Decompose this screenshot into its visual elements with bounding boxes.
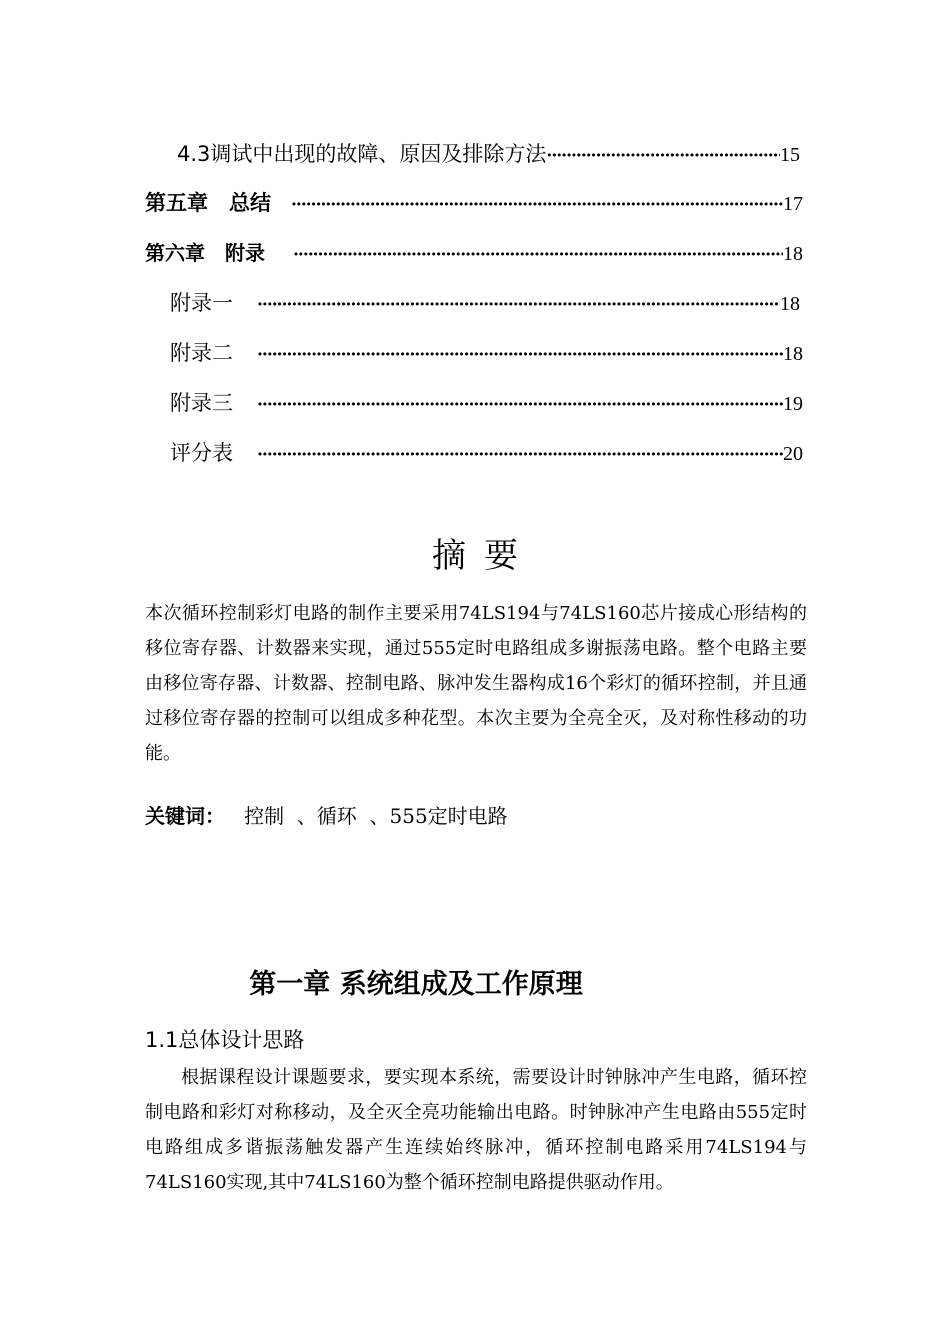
- toc-leader-dots: [291, 195, 783, 215]
- toc-entry-4-3[interactable]: [177, 138, 800, 168]
- toc-entry-label: 附录三: [170, 391, 233, 415]
- toc-entry-label: 附录一: [170, 291, 233, 315]
- toc-page-number: 17: [783, 193, 803, 215]
- toc-page-number: 20: [783, 443, 803, 465]
- toc-page-number: 18: [783, 243, 803, 265]
- section-body: 根据课程设计课题要求，要实现本系统，需要设计时钟脉冲产生电路，循环控制电路和彩灯对称移动，及全灭全亮功能输出电路。时钟脉冲产生电路由555定时电路组成多谐振荡触发器产生连续始终脉冲，循环控制电路采用74LS194与74LS160实现,其中74LS160为整个循环控制电路提供驱动作用。: [145, 1067, 807, 1193]
- toc-entry-chapter5[interactable]: [145, 187, 803, 217]
- toc-leader-dots: [257, 445, 783, 465]
- section-title: 1.1总体设计思路: [145, 1028, 305, 1052]
- toc-leader-dots: [257, 295, 780, 315]
- toc-entry-appendix2[interactable]: [170, 337, 803, 367]
- abstract-title: 摘要: [432, 536, 536, 576]
- toc-entry-appendix1[interactable]: [170, 287, 800, 317]
- toc-entry-chapter6[interactable]: [145, 237, 803, 267]
- toc-page-number: 19: [783, 393, 803, 415]
- toc-leader-dots: [546, 146, 780, 166]
- toc-entry-label: 第六章 附录: [145, 241, 265, 265]
- keywords-line: [145, 800, 508, 829]
- toc-leader-dots: [257, 345, 783, 365]
- toc-page-number: 18: [780, 293, 800, 315]
- toc-entry-label: 第五章 总结: [145, 191, 271, 215]
- toc-entry-label: 评分表: [170, 441, 233, 465]
- chapter-title: 第一章 系统组成及工作原理: [249, 969, 583, 1000]
- toc-entry-label: 附录二: [170, 341, 233, 365]
- keywords-value: 控制 、循环 、555定时电路: [225, 804, 508, 828]
- toc-entry-label: 4.3调试中出现的故障、原因及排除方法: [177, 142, 547, 166]
- toc-entry-appendix3[interactable]: [170, 387, 803, 417]
- toc-page-number: 18: [783, 343, 803, 365]
- toc-leader-dots: [293, 245, 783, 265]
- keywords-label: 关键词：: [145, 804, 225, 828]
- toc-page-number: 15: [780, 144, 800, 166]
- toc-leader-dots: [257, 395, 783, 415]
- toc-entry-score-table[interactable]: [170, 437, 803, 467]
- abstract-body: 本次循环控制彩灯电路的制作主要采用74LS194与74LS160芯片接成心形结构的移位寄存器、计数器来实现，通过555定时电路组成多谢振荡电路。整个电路主要由移位寄存器、计数器、控制电路、脉冲发生器构成16个彩灯的循环控制，并且通过移位寄存器的控制可以组成多种花型。本次主要为全亮全灭，及对称性移动的功能。: [145, 603, 807, 764]
